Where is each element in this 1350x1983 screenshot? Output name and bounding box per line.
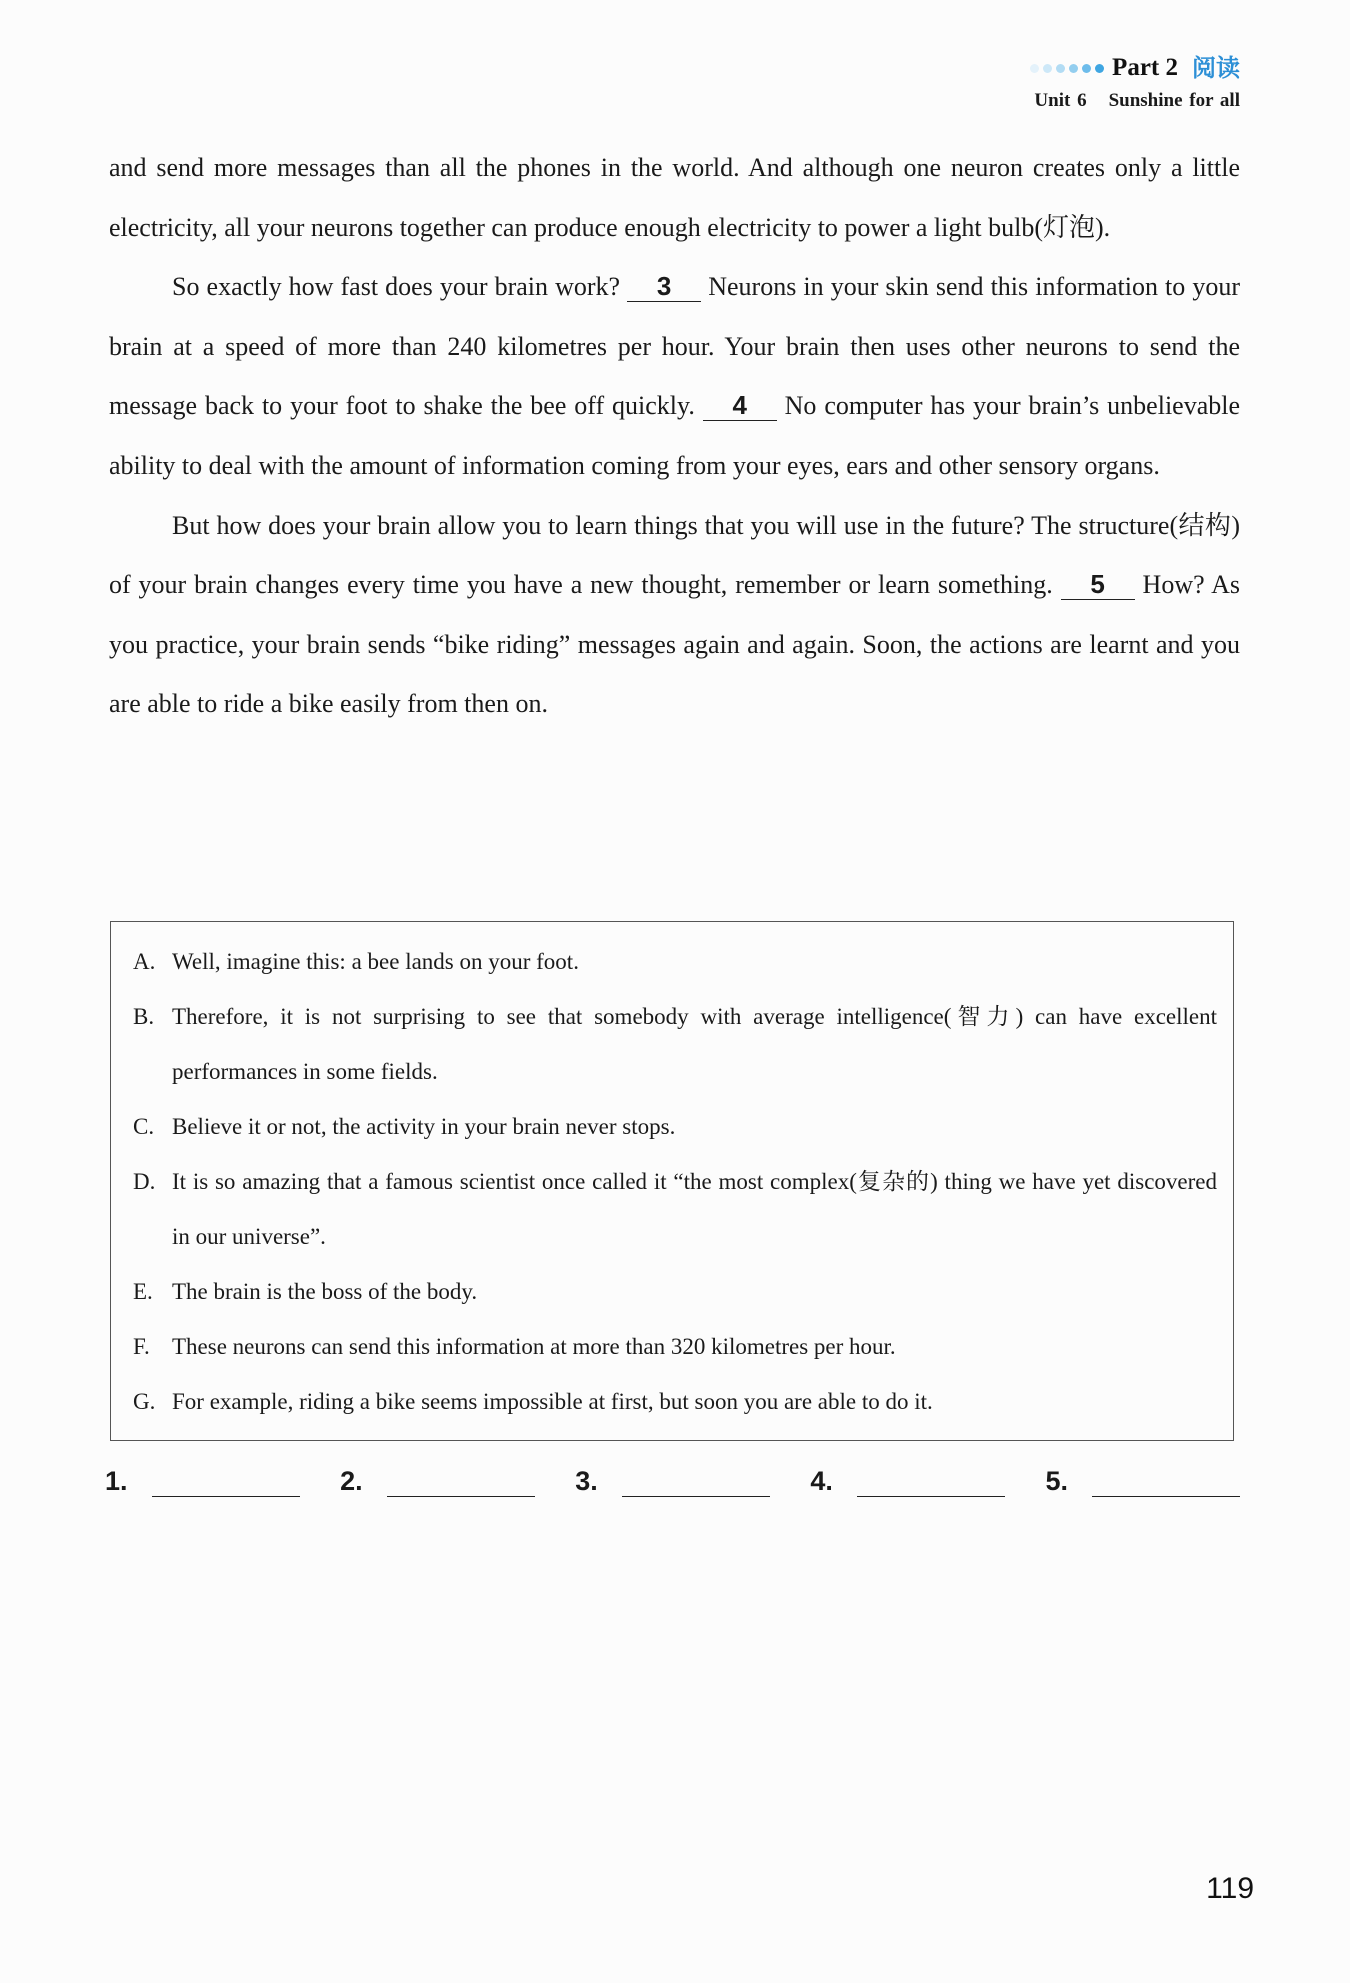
paragraph-2-text-a: So exactly how fast does your brain work? [172,272,621,302]
answer-blanks [105,1466,1240,1497]
option-text: It is so amazing that a famous scientist once called it “the most complex(复杂的) thing we have yet discovered in our universe”. [172,1169,1217,1249]
answer-number: 5. [1045,1466,1068,1496]
option-b [133,989,1217,1099]
options-box [110,921,1234,1441]
paragraph-2 [109,257,1240,495]
option-d [133,1154,1217,1264]
option-letter: D. [133,1169,156,1194]
paragraph-2-text-c: No computer has your brain’s unbelievable ability to deal with the amount of information coming from your eyes, ears and other sensory organs. [109,391,1241,480]
unit-title: Sunshine for all [1108,90,1240,111]
dot-icon [1082,64,1091,73]
header-unit-line [1030,90,1240,112]
option-text: The brain is the boss of the body. [172,1279,478,1304]
option-text: For example, riding a bike seems impossible at first, but soon you are able to do it. [172,1389,933,1414]
paragraph-3 [109,496,1240,734]
option-text: Well, imagine this: a bee lands on your foot. [172,949,579,974]
unit-label: Unit 6 [1034,90,1087,111]
page-header [1030,52,1240,112]
option-letter: F. [133,1334,150,1359]
decorative-dots [1030,64,1104,73]
option-c [133,1099,1217,1154]
paragraph-3-text-a: But how does your brain allow you to learn things that you will use in the future? The structure(结构) of your brain changes every time you have a new thought, remember or learn something. [109,510,1240,600]
answer-line[interactable] [857,1466,1005,1497]
answer-line[interactable] [1092,1466,1240,1497]
header-part-line [1030,52,1240,84]
answer-number: 1. [105,1466,128,1496]
page-number: 119 [1206,1872,1254,1905]
option-letter: B. [133,1004,155,1029]
paragraph-3-text-b: How? As you practice, your brain sends “bike riding” messages again and again. Soon, the actions are learnt and you are able to ride a bike easily from then on. [109,570,1240,719]
option-f [133,1319,1217,1374]
part-label: Part 2 [1112,54,1178,81]
answer-line[interactable] [622,1466,770,1497]
blank-5: 5 [1061,569,1135,600]
dot-icon [1043,64,1052,73]
dot-icon [1030,64,1039,73]
option-letter: E. [133,1279,153,1304]
part-chinese-label: 阅读 [1192,54,1240,82]
option-letter: A. [133,949,156,974]
reading-passage [109,138,1240,734]
blank-3: 3 [627,271,701,302]
option-e [133,1264,1217,1319]
answer-1 [105,1466,300,1497]
dot-icon [1056,64,1065,73]
option-text: These neurons can send this information at more than 320 kilometres per hour. [172,1334,896,1359]
option-text: Believe it or not, the activity in your brain never stops. [172,1114,676,1139]
option-a [133,934,1217,989]
option-letter: C. [133,1114,155,1139]
option-text: Therefore, it is not surprising to see that somebody with average intelligence(智力) can have excellent performances in some fields. [172,1004,1217,1084]
option-letter: G. [133,1389,156,1414]
answer-line[interactable] [387,1466,535,1497]
answer-4 [810,1466,1005,1497]
answer-number: 2. [340,1466,363,1496]
answer-2 [340,1466,535,1497]
answer-3 [575,1466,770,1497]
answer-line[interactable] [152,1466,300,1497]
paragraph-2-text-b: Neurons in your skin send this information to your brain at a speed of more than 240 kilometres per hour. Your brain then uses other neurons to send the message back to your foot to shake the bee off quickly. [109,272,1240,421]
answer-number: 3. [575,1466,598,1496]
option-g [133,1374,1217,1429]
dot-icon [1069,64,1078,73]
paragraph-1: and send more messages than all the phones in the world. And although one neuron creates only a little electricity, all your neurons together can produce enough electricity to power a light bulb(灯泡). [109,153,1240,242]
answer-number: 4. [810,1466,833,1496]
answer-5 [1045,1466,1240,1497]
dot-icon [1095,64,1104,73]
blank-4: 4 [703,390,777,421]
